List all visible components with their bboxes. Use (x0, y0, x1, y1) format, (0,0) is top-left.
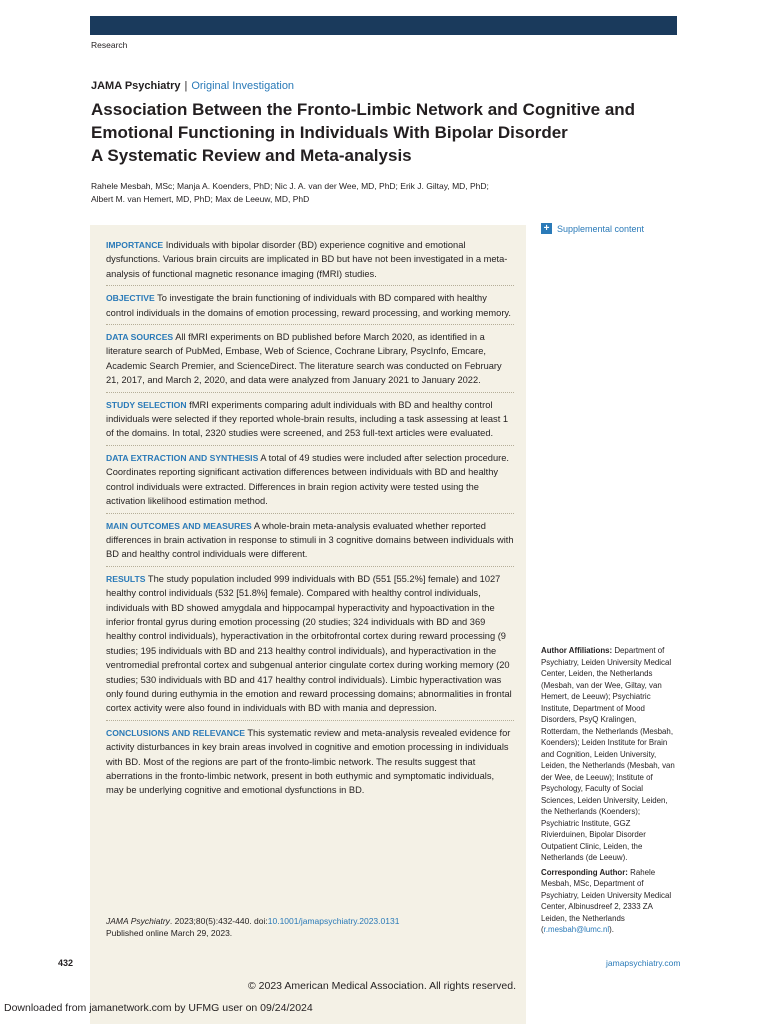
section-text: The study population included 999 individuals with BD (551 [55.2%] female) and 1027 healthy control individuals (532 [51.8%] female). Compared with healthy control individuals, individuals with BD showed amygdala and hippocampal hyperactivity and hypoactivation in the inferior frontal gyrus during emotion processing (20 studies; 324 individuals with BD and 369 healthy control individuals), hyperactivation in the orbitofrontal cortex during reward processing (9 studies; 195 individuals with BD and 213 healthy control individuals), and hyperactivation in the ventromedial prefrontal cortex and subgenual anterior cingulate cortex during working memory (20 studies; 530 individuals with BD and 417 healthy control individuals). Limbic hyperactivation was only found during euthymia in the emotion and reward processing domains; abnormalities in frontal cortex activity were also found in individuals with BD with mania and depression. (106, 573, 512, 714)
section-text: fMRI experiments comparing adult individuals with BD and healthy control individuals were selected if they reported whole-brain results, including a task assessing at least 1 of the domains. In total, 2320 studies were screened, and 253 full-text articles were evaluated. (106, 399, 509, 439)
section-text: A whole-brain meta-analysis evaluated whether reported differences in brain activation in response to stimuli in 3 cognitive domains between individuals with BD and healthy control individuals were different. (106, 520, 514, 560)
section-text: Individuals with bipolar disorder (BD) experience cognitive and emotional dysfunctions. Various brain circuits are implicated in BD but have not been investigated in a meta-analysis of functional magnetic resonance imaging (fMRI) studies. (106, 240, 508, 279)
section-heading: OBJECTIVE (106, 293, 155, 304)
supplemental-content-link[interactable] (541, 223, 644, 234)
plus-icon: + (541, 223, 552, 234)
corresponding-end: ). (609, 925, 614, 934)
section-heading: MAIN OUTCOMES AND MEASURES (106, 520, 252, 531)
abstract-conclusions (106, 726, 514, 798)
abstract-objective (106, 291, 514, 320)
header-bar (90, 16, 677, 35)
section-heading: IMPORTANCE (106, 240, 164, 250)
section-text: All fMRI experiments on BD published before March 2020, as identified in a literature search of PubMed, Embase, Web of Science, Cochrane Library, PsycInfo, Emcare, Academic Search Premier, and ScienceDirect. The literature search was conducted on February 21, 2017, and March 2, 2020, and data were analyzed from January 2021 to January 2022. (106, 332, 502, 386)
journal-name: JAMA Psychiatry (91, 80, 181, 92)
corresponding-text: Rahele Mesbah, MSc, Department of Psychiatry, Leiden University Medical Center, Albinusdreef 2, 2333 ZA Leiden, the Netherlands ( (541, 867, 672, 934)
email-link[interactable]: r.mesbah@lumc.nl (543, 925, 610, 934)
corresponding-author (541, 867, 676, 936)
corresponding-label: Corresponding Author: (541, 867, 628, 877)
divider (106, 392, 514, 393)
divider (106, 513, 514, 514)
journal-separator: | (184, 80, 188, 92)
divider (106, 445, 514, 446)
abstract-main-outcomes (106, 519, 514, 562)
abstract-importance (106, 238, 514, 281)
section-text: To investigate the brain functioning of individuals with BD compared with healthy control individuals in the domains of emotion processing, reward processing, and working memory. (106, 293, 511, 318)
author-affiliations (541, 645, 676, 936)
published-date: Published online March 29, 2023. (106, 927, 233, 938)
citation (106, 916, 399, 939)
article-subtitle: A Systematic Review and Meta-analysis (91, 146, 412, 165)
article-title: Association Between the Fronto-Limbic Network and Cognitive and Emotional Functioning in Individuals With Bipolar Disorder (91, 100, 636, 142)
authors-line: Albert M. van Hemert, MD, PhD; Max de Leeuw, MD, PhD (91, 193, 310, 204)
author-list (91, 180, 511, 205)
abstract-results (106, 572, 514, 716)
citation-ref: . 2023;80(5):432-440. doi: (169, 916, 268, 926)
section-heading: CONCLUSIONS AND RELEVANCE (106, 727, 245, 738)
affiliations-paragraph (541, 645, 676, 864)
abstract-study-selection (106, 398, 514, 441)
article-type[interactable]: Original Investigation (191, 80, 295, 92)
section-label: Research (91, 40, 128, 50)
citation-journal: JAMA Psychiatry (106, 916, 170, 926)
download-notice: Downloaded from jamanetwork.com by UFMG user on 09/24/2024 (4, 1002, 313, 1014)
doi-link[interactable]: 10.1001/jamapsychiatry.2023.0131 (267, 916, 400, 926)
abstract-data-extraction (106, 451, 514, 509)
divider (106, 285, 514, 286)
section-heading: STUDY SELECTION (106, 399, 187, 410)
journal-site-link[interactable]: jamapsychiatry.com (606, 958, 681, 968)
affiliations-label: Author Affiliations: (541, 646, 613, 655)
divider (106, 566, 514, 567)
section-heading: DATA SOURCES (106, 332, 174, 343)
supplemental-label: Supplemental content (557, 223, 645, 234)
section-text: A total of 49 studies were included after selection procedure. Coordinates reporting significant activation differences between individuals with BD and healthy control individuals were extracted. Differences in brain region activity were tested using the activation likelihood estimation method. (106, 452, 509, 507)
divider (106, 324, 514, 325)
section-text: This systematic review and meta-analysis revealed evidence for activity disturbances in key brain areas involved in cognitive and emotion processing in individuals with BD. Most of the regions are part of the fronto-limbic network. The results suggest that aberrations in the fronto-limbic network, present in both euthymic and symptomatic individuals, may be underlying cognitive and emotional dysfunctions in BD. (106, 727, 511, 796)
copyright-notice: © 2023 American Medical Association. All rights reserved. (248, 980, 517, 992)
citation-line (106, 916, 399, 928)
section-heading: DATA EXTRACTION AND SYNTHESIS (106, 452, 259, 463)
page-number: 432 (58, 958, 74, 968)
journal-line (91, 80, 294, 92)
abstract (106, 238, 514, 802)
section-heading: RESULTS (106, 573, 146, 584)
abstract-data-sources (106, 330, 514, 388)
affiliations-text: Department of Psychiatry, Leiden University Medical Center, Leiden, the Netherlands (Mesbah, van der Wee, Giltay, van Hemert, de Leeuw); Psychiatric Institute, Department of Mood Disorders, PsyQ Kralingen, Rotterdam, the Netherlands (Mesbah, Koenders); Leiden Institute for Brain and Cognition, Leiden University, Leiden, the Netherlands (Mesbah, van der Wee, de Leeuw); Institute of Psychology, Faculty of Social Sciences, Leiden University, Leiden, the Netherlands (Koenders); Psychiatric Institute, GGZ Rivierduinen, Bipolar Disorder Outpatient Clinic, Leiden, the Netherlands (de Leeuw). (541, 646, 675, 862)
authors-line: Rahele Mesbah, MSc; Manja A. Koenders, PhD; Nic J. A. van der Wee, MD, PhD; Erik J. Giltay, MD, PhD; (91, 181, 489, 191)
divider (106, 720, 514, 721)
